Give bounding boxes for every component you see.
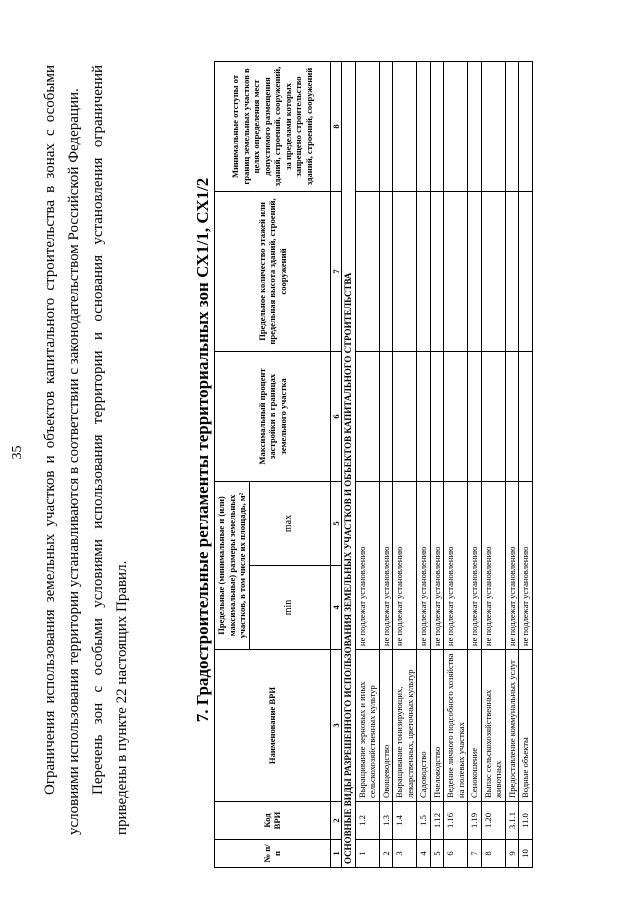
cell-code: 1.12 xyxy=(430,802,444,840)
cell-setback xyxy=(519,61,533,191)
page-number: 35 xyxy=(10,445,25,460)
cell-size: не подлежат установлению xyxy=(519,481,533,649)
cell-floors xyxy=(393,191,417,351)
cell-floors xyxy=(417,191,431,351)
header-percent: Максимальный процент застройки в границах земельного участка xyxy=(215,351,331,481)
cell-percent xyxy=(430,351,444,481)
cell-size: не подлежат установлению xyxy=(481,481,505,649)
cell-num: 10 xyxy=(519,840,533,868)
header-max: max xyxy=(249,481,330,565)
header-code: Код ВРИ xyxy=(215,802,331,840)
cell-size: не подлежат установлению xyxy=(505,481,519,649)
cell-floors xyxy=(481,191,505,351)
cell-floors xyxy=(355,191,379,351)
header-name: Наименование ВРИ xyxy=(215,650,331,802)
cell-setback xyxy=(444,61,468,191)
cell-setback xyxy=(393,61,417,191)
table-row xyxy=(505,61,519,867)
cell-code: 3.1.1 xyxy=(505,802,519,840)
table-row xyxy=(393,61,417,867)
cell-size: не подлежат установлению xyxy=(444,481,468,649)
cell-setback xyxy=(505,61,519,191)
cell-percent xyxy=(393,351,417,481)
cell-name: Водные объекты xyxy=(519,650,533,802)
cell-floors xyxy=(444,191,468,351)
cell-name: Выпас сельскохозяйственных животных xyxy=(481,650,505,802)
column-number: 5 xyxy=(330,481,342,565)
cell-name: Пчеловодство xyxy=(430,650,444,802)
cell-num: 1 xyxy=(355,840,379,868)
cell-name: Сенокошение xyxy=(468,650,482,802)
cell-num: 4 xyxy=(417,840,431,868)
column-number: 2 xyxy=(330,802,342,840)
column-number: 7 xyxy=(330,191,342,351)
cell-num: 8 xyxy=(481,840,505,868)
table-row xyxy=(355,61,379,867)
cell-size: не подлежат установлению xyxy=(417,481,431,649)
regulations-table xyxy=(214,61,533,868)
cell-code: 1.5 xyxy=(417,802,431,840)
cell-setback xyxy=(379,61,393,191)
table-row xyxy=(444,61,468,867)
cell-code: 1.19 xyxy=(468,802,482,840)
cell-percent xyxy=(444,351,468,481)
table-row xyxy=(417,61,431,867)
cell-size: не подлежат установлению xyxy=(468,481,482,649)
cell-floors xyxy=(468,191,482,351)
cell-name: Садоводство xyxy=(417,650,431,802)
section-heading-row: ОСНОВНЫЕ ВИДЫ РАЗРЕШЕННОГО ИСПОЛЬЗОВАНИЯ ЗЕМЕЛЬНЫХ УЧАСТКОВ И ОБЪЕКТОВ КАПИТАЛЬНОГО СТРОИТЕЛЬСТВА xyxy=(342,61,356,867)
cell-size: не подлежат установлению xyxy=(355,481,379,649)
table-row xyxy=(379,61,393,867)
header-min: min xyxy=(249,566,330,650)
paragraph-zone-list: Перечень зон с особыми условиями использования территории и основания установления ограничений приведены в пункте 22 настоящих Правил. xyxy=(90,65,130,835)
table-row xyxy=(468,61,482,867)
cell-floors xyxy=(379,191,393,351)
cell-code: 1.20 xyxy=(481,802,505,840)
cell-percent xyxy=(355,351,379,481)
table-row xyxy=(481,61,505,867)
cell-floors xyxy=(519,191,533,351)
cell-name: Ведение личного подсобного хозяйства на полевых участках xyxy=(444,650,468,802)
header-size: Предельные (минимальные и (или) максимальные) размеры земельных участков, в том числе их площадь, м² xyxy=(215,481,250,649)
column-number: 8 xyxy=(330,61,342,191)
cell-percent xyxy=(417,351,431,481)
cell-name: Выращивание зерновых и иных сельскохозяйственных культур xyxy=(355,650,379,802)
cell-size: не подлежат установлению xyxy=(430,481,444,649)
cell-setback xyxy=(355,61,379,191)
cell-num: 7 xyxy=(468,840,482,868)
cell-name: Выращивание тонизирующих, лекарственных, цветочных культур xyxy=(393,650,417,802)
cell-percent xyxy=(468,351,482,481)
cell-setback xyxy=(417,61,431,191)
cell-num: 9 xyxy=(505,840,519,868)
cell-num: 5 xyxy=(430,840,444,868)
cell-setback xyxy=(430,61,444,191)
cell-percent xyxy=(379,351,393,481)
header-num: № п/п xyxy=(215,840,331,868)
cell-code: 1.4 xyxy=(393,802,417,840)
cell-percent xyxy=(481,351,505,481)
cell-floors xyxy=(505,191,519,351)
section-title: 7. Градостроительные регламенты территориальных зон СХ1/1, СХ1/2 xyxy=(193,177,212,723)
cell-num: 3 xyxy=(393,840,417,868)
cell-size: не подлежат установлению xyxy=(393,481,417,649)
cell-num: 6 xyxy=(444,840,468,868)
cell-num: 2 xyxy=(379,840,393,868)
column-number: 3 xyxy=(330,650,342,802)
column-number: 4 xyxy=(330,566,342,650)
column-number: 6 xyxy=(330,351,342,481)
cell-size: не подлежат установлению xyxy=(379,481,393,649)
cell-name: Овощеводство xyxy=(379,650,393,802)
paragraph-restrictions: Ограничения использования земельных участков и объектов капитального строительства в зонах с особыми условиями использования территории устанавливаются в соответствии с законодательством Российской Федерации. xyxy=(42,65,82,835)
cell-code: 1.3 xyxy=(379,802,393,840)
table-row xyxy=(519,61,533,867)
cell-code: 1.16 xyxy=(444,802,468,840)
header-setback: Минимальные отступы от границ земельных участков в целях определения мест допустимого размещения зданий, строений, сооружений, за пределами которых запрещено строительство зданий, строений, сооружений xyxy=(215,61,331,191)
intro-text xyxy=(38,65,134,835)
cell-code: 1.2 xyxy=(355,802,379,840)
cell-percent xyxy=(519,351,533,481)
cell-setback xyxy=(481,61,505,191)
table-row xyxy=(430,61,444,867)
cell-percent xyxy=(505,351,519,481)
cell-name: Предоставление коммунальных услуг xyxy=(505,650,519,802)
header-floors: Предельное количество этажей или предельная высота зданий, строений, сооружений xyxy=(215,191,331,351)
cell-floors xyxy=(430,191,444,351)
cell-code: 11.0 xyxy=(519,802,533,840)
cell-setback xyxy=(468,61,482,191)
column-number: 1 xyxy=(330,840,342,868)
